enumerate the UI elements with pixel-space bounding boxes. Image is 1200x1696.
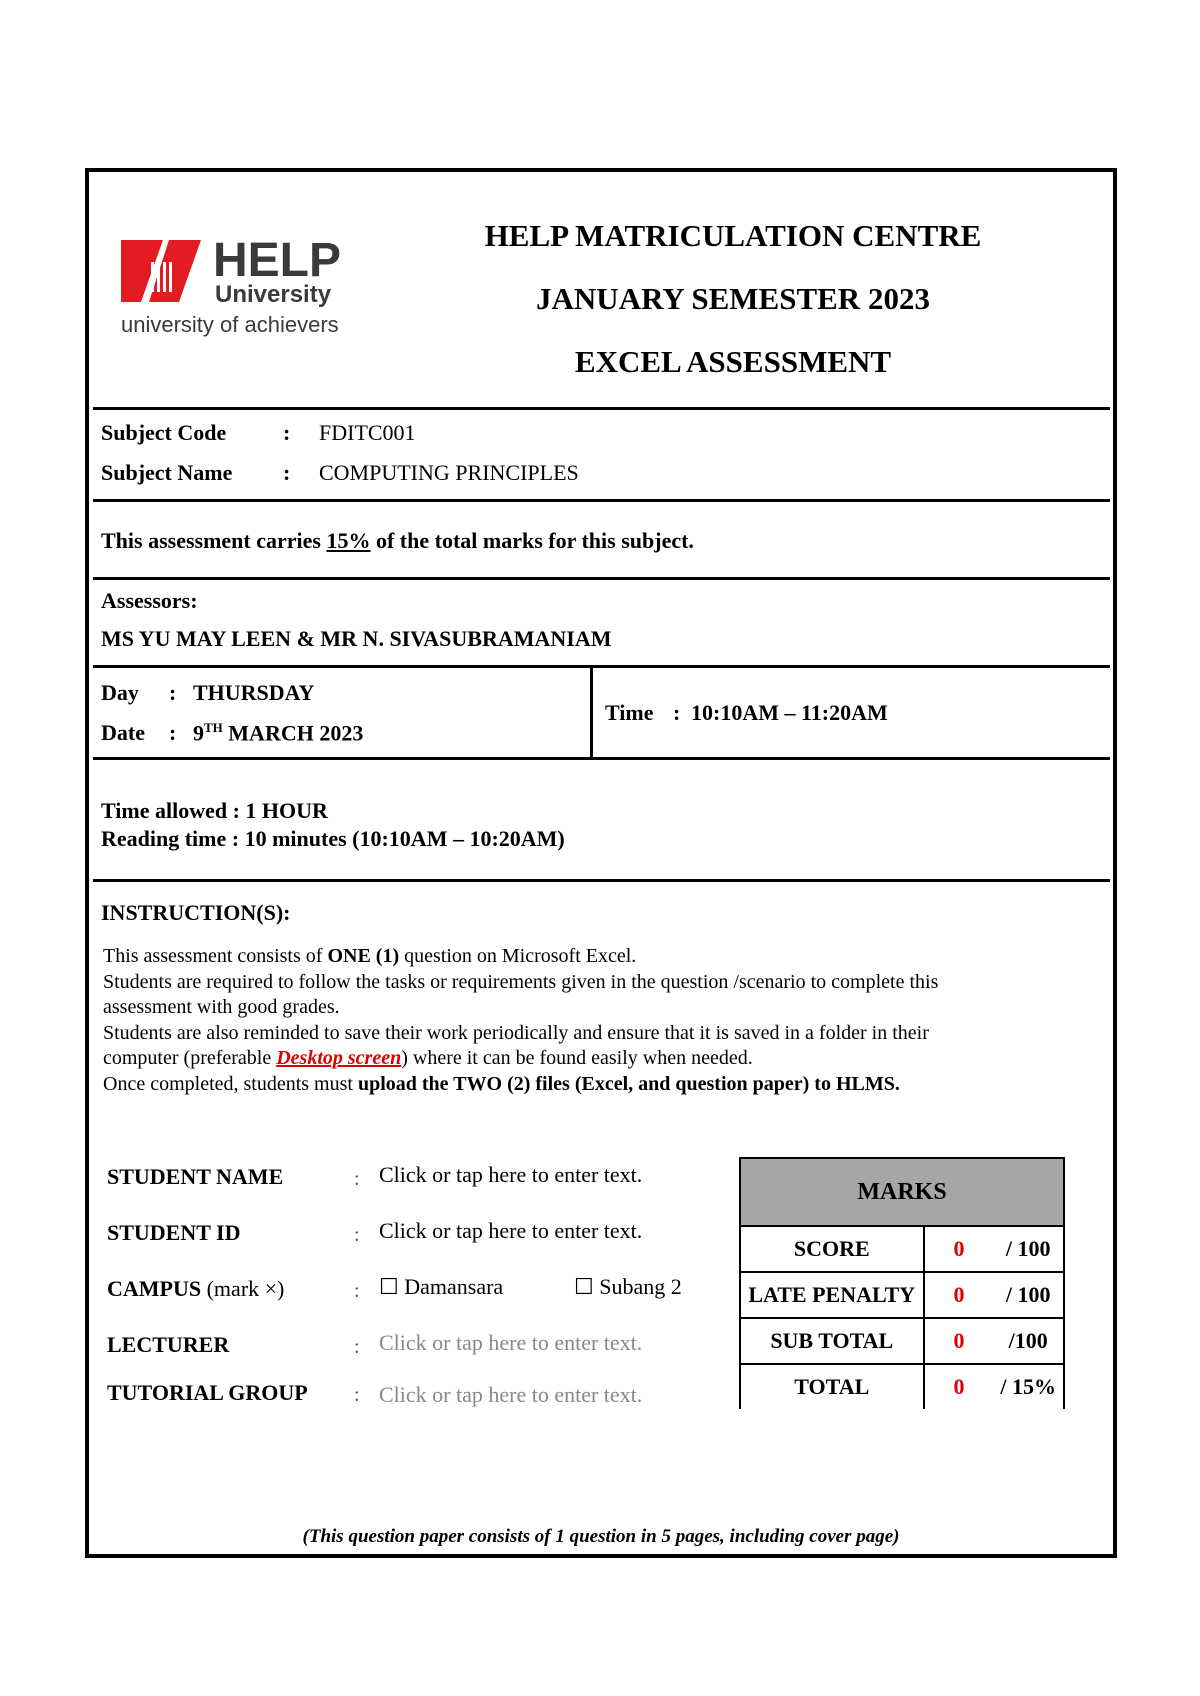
marks-row-label: LATE PENALTY [740,1272,924,1318]
header-section [93,172,1110,410]
subject-name-value: COMPUTING PRINCIPLES [319,460,579,485]
marks-row-label: SUB TOTAL [740,1318,924,1364]
marks-row-score [740,1226,1064,1272]
marks-row-max: /100 [993,1318,1064,1364]
instruction-line-6: Once completed, students must upload the TWO (2) files (Excel, and question paper) to HLMS. [103,1072,900,1095]
weight-section [93,502,1110,580]
checkbox-icon[interactable]: ☐ [379,1274,399,1299]
assessment-title: EXCEL ASSESSMENT [574,344,892,379]
student-id-colon: : [354,1224,360,1246]
time-colon: : [673,700,681,725]
lecturer-label: LECTURER [107,1332,230,1357]
campus-option-damansara[interactable]: ☐ Damansara [379,1274,504,1299]
marks-title: MARKS [740,1158,1064,1226]
assessors-section [93,580,1110,668]
subject-name-label: Subject Name [101,460,233,485]
help-university-logo [121,232,361,352]
campus-option-subang[interactable]: ☐ Subang 2 [574,1274,682,1299]
marks-row-value[interactable]: 0 [924,1272,994,1318]
schedule-section [93,668,1110,760]
marks-row-max: / 15% [993,1364,1064,1409]
time-value: 10:10AM – 11:20AM [691,700,888,725]
marks-row-value[interactable]: 0 [924,1318,994,1364]
reading-time: Reading time : 10 minutes (10:10AM – 10:20AM) [101,826,565,851]
day-colon: : [169,680,177,705]
weight-post: of the total marks for this subject. [370,528,694,553]
tutorial-group-input[interactable]: Click or tap here to enter text. [379,1382,643,1407]
marks-row-label: SCORE [740,1226,924,1272]
marks-table [739,1157,1065,1409]
instructions-body [103,944,938,1097]
header-titles [473,212,993,401]
time-allowed: Time allowed : 1 HOUR [101,798,328,823]
weight-text [101,528,694,554]
subject-name-colon: : [283,460,291,485]
marks-row-value[interactable]: 0 [924,1364,994,1409]
instruction-line-4: Students are also reminded to save their work periodically and ensure that it is saved in a folder in their [103,1021,929,1044]
campus-colon: : [354,1280,360,1302]
marks-row-max: / 100 [993,1272,1064,1318]
page-footer-note: (This question paper consists of 1 question in 5 pages, including cover page) [302,1526,900,1547]
student-id-label: STUDENT ID [107,1220,241,1245]
date-colon: : [169,720,177,745]
weight-percent: 15% [326,528,371,553]
marks-row-sub-total [740,1318,1064,1364]
assessors-names: MS YU MAY LEEN & MR N. SIVASUBRAMANIAM [101,626,612,651]
semester-title: JANUARY SEMESTER 2023 [536,281,930,316]
cover-frame [85,168,1117,1558]
campus-label: CAMPUS (mark ×) [107,1276,285,1301]
subject-code-colon: : [283,420,291,445]
date-value: 9TH MARCH 2023 [193,720,364,746]
day-value: THURSDAY [193,680,315,705]
logo-sub: University [215,281,332,308]
marks-row-late-penalty [740,1272,1064,1318]
subject-section [93,410,1110,502]
student-name-input[interactable]: Click or tap here to enter text. [379,1162,643,1187]
logo-tagline: university of achievers [121,312,339,337]
weight-pre: This assessment carries [101,528,327,553]
lecturer-input[interactable]: Click or tap here to enter text. [379,1330,643,1355]
subject-code-label: Subject Code [101,420,227,445]
marks-row-total [740,1364,1064,1409]
marks-row-value[interactable]: 0 [924,1226,994,1272]
time-label: Time [605,700,654,725]
student-id-input[interactable]: Click or tap here to enter text. [379,1218,643,1243]
assessors-label: Assessors: [101,588,198,613]
schedule-divider [590,668,593,760]
marks-row-label: TOTAL [740,1364,924,1409]
logo-brand: HELP [213,234,342,287]
duration-section [93,760,1110,882]
checkbox-icon[interactable]: ☐ [574,1274,594,1299]
student-name-colon: : [354,1168,360,1190]
instruction-line-2: Students are required to follow the tasks or requirements given in the question /scenario to complete this [103,970,939,993]
instruction-line-5: computer (preferable Desktop screen) where it can be found easily when needed. [103,1047,753,1069]
tutorial-group-colon: : [354,1384,360,1406]
marks-row-max: / 100 [993,1226,1064,1272]
subject-code-value: FDITC001 [319,420,416,445]
student-name-label: STUDENT NAME [107,1164,284,1189]
lecturer-colon: : [354,1336,360,1358]
centre-title: HELP MATRICULATION CENTRE [484,218,982,253]
instruction-line-1: This assessment consists of ONE (1) question on Microsoft Excel. [103,945,637,967]
instructions-heading: INSTRUCTION(S): [101,900,291,925]
date-label: Date [101,720,145,745]
day-label: Day [101,680,139,705]
instruction-line-3: assessment with good grades. [103,996,340,1018]
tutorial-group-label: TUTORIAL GROUP [107,1380,308,1405]
